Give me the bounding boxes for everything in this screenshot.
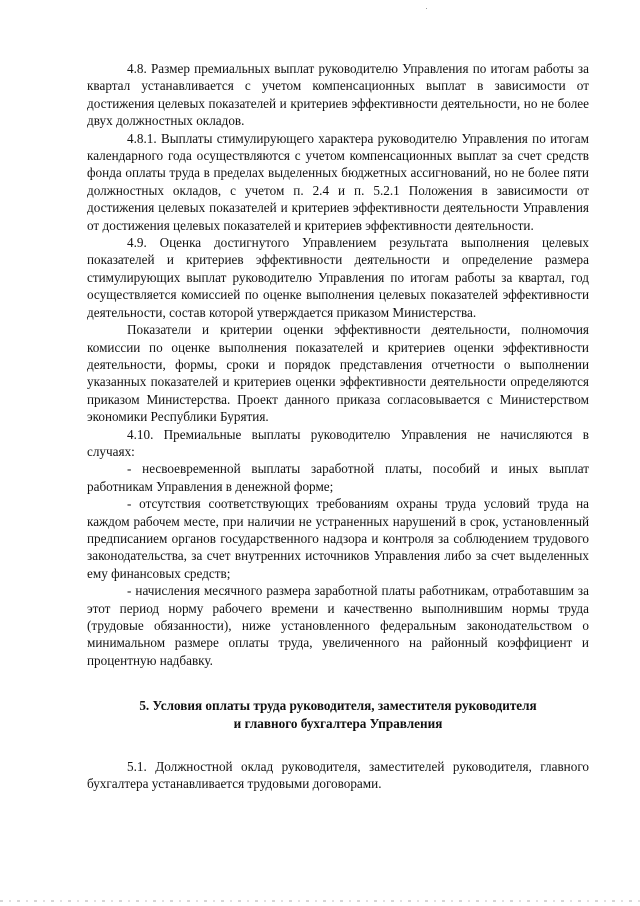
section-5-heading (87, 697, 589, 732)
paragraph-4-8-1: 4.8.1. Выплаты стимулирующего характера руководителю Управления по итогам календарного года осуществляются с учетом компенсационных выплат за счет средств фонда оплаты труда в пределах выделенных бюджетных ассигнований, но не более пяти должностных окладов, с учетом п. 2.4 и п. 5.2.1 Положения в зависимости от достижения целевых показателей и критериев эффективности деятельности Управления от достижения целевых показателей и критериев эффективности деятельности. (87, 130, 589, 233)
section-5-heading-line2: и главного бухгалтера Управления (233, 715, 443, 731)
list-item-late-salary: - несвоевременной выплаты заработной платы, пособий и иных выплат работникам Управления в денежной форме; (87, 461, 589, 494)
list-item-minimum-wage: - начисления месячного размера заработной платы работникам, отработавшим за этот период норму рабочего времени и качественно выполнившим нормы труда (трудовые обязанности), ниже установленного федеральным законодательством о минимальном размере оплаты труда, увеличенного на районный коэффициент и процентную надбавку. (87, 583, 589, 668)
paragraph-4-9: 4.9. Оценка достигнутого Управлением результата выполнения целевых показателей и критериев эффективности деятельности и определение размера стимулирующих выплат руководителю Управления по итогам работы за квартал, год осуществляется комиссией по оценке выполнения целевых показателей эффективности деятельности, состав которой утверждается приказом Министерства. (87, 235, 589, 320)
list-item-labor-safety: - отсутствия соответствующих требованиям охраны труда условий труда на каждом рабочем месте, при наличии не устраненных нарушений в срок, установленный предписанием органов государственного надзора и контроля за соблюдением трудового законодательства, за счет внутренних источников Управления либо за счет выделенных ему финансовых средств; (87, 496, 589, 581)
scan-artifact (426, 8, 427, 9)
paragraph-4-8: 4.8. Размер премиальных выплат руководителю Управления по итогам работы за квартал устанавливается с учетом компенсационных выплат в зависимости от достижения целевых показателей и критериев эффективности деятельности, но не более двух должностных окладов. (87, 61, 589, 129)
paragraph-5-1: 5.1. Должностной оклад руководителя, заместителей руководителя, главного бухгалтера устанавливается трудовыми договорами. (87, 759, 589, 792)
section-5-heading-line1: 5. Условия оплаты труда руководителя, заместителя руководителя (139, 698, 537, 714)
paragraph-criteria: Показатели и критерии оценки эффективности деятельности, полномочия комиссии по оценке выполнения показателей и критериев оценки эффективности деятельности, формы, сроки и порядок представления отчетности о выполнении указанных показателей и критериев оценки эффективности деятельности определяются приказом Министерства. Проект данного приказа согласовывается с Министерством экономики Республики Бурятия. (87, 322, 589, 425)
paragraph-4-10: 4.10. Премиальные выплаты руководителю Управления не начисляются в случаях: (87, 426, 589, 459)
scan-bottom-edge (0, 900, 640, 902)
document-body (87, 60, 589, 793)
